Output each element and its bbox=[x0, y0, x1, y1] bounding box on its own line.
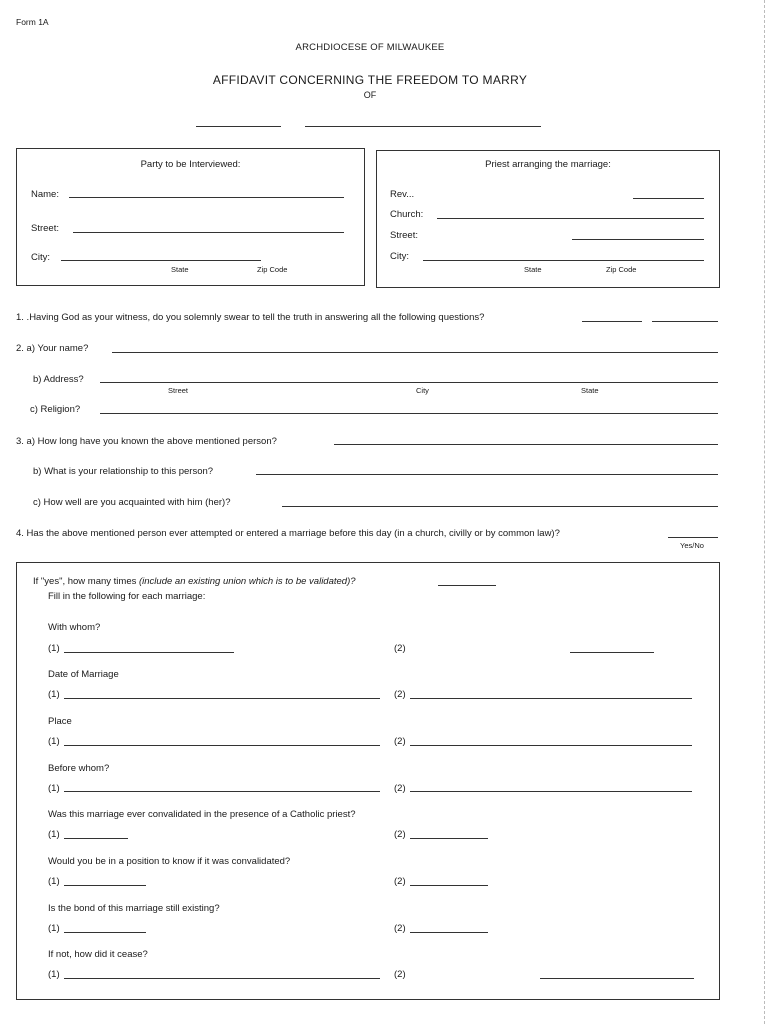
cease-2-field[interactable] bbox=[540, 978, 694, 979]
q2a-answer[interactable] bbox=[112, 352, 718, 353]
q3b-answer[interactable] bbox=[256, 474, 718, 475]
form-id: Form 1A bbox=[16, 17, 49, 27]
convalidated-2-num: (2) bbox=[394, 829, 406, 840]
position-to-know-label: Would you be in a position to know if it was convalidated? bbox=[48, 856, 291, 867]
q2c-answer[interactable] bbox=[100, 413, 718, 414]
date-of-marriage-label: Date of Marriage bbox=[48, 669, 119, 680]
party-zip-label: Zip Code bbox=[257, 265, 288, 274]
priest-zip-label: Zip Code bbox=[606, 265, 637, 274]
cease-1-field[interactable] bbox=[64, 978, 380, 979]
priest-street-field[interactable] bbox=[572, 239, 704, 240]
title-of: OF bbox=[363, 90, 377, 100]
marriage-fill-in-instructions: Fill in the following for each marriage: bbox=[48, 591, 206, 602]
date-2-field[interactable] bbox=[410, 698, 692, 699]
date-2-num: (2) bbox=[394, 689, 406, 700]
with-whom-2-num: (2) bbox=[394, 643, 406, 654]
party-city-field[interactable] bbox=[61, 260, 261, 261]
party-heading: Party to be Interviewed: bbox=[140, 159, 241, 170]
subject-name-line-1[interactable] bbox=[196, 126, 281, 127]
question-2b: b) Address? bbox=[33, 374, 84, 385]
priest-church-label: Church: bbox=[390, 209, 424, 220]
org-name: ARCHDIOCESE OF MILWAUKEE bbox=[295, 42, 445, 53]
position-1-field[interactable] bbox=[64, 885, 146, 886]
question-3a: 3. a) How long have you known the above mentioned person? bbox=[16, 436, 277, 447]
q3c-answer[interactable] bbox=[282, 506, 718, 507]
question-2a: 2. a) Your name? bbox=[16, 343, 89, 354]
with-whom-2-field[interactable] bbox=[570, 652, 654, 653]
question-2c: c) Religion? bbox=[30, 404, 81, 415]
document-title: AFFIDAVIT CONCERNING THE FREEDOM TO MARRY bbox=[212, 73, 528, 87]
q4-yes-no-label: Yes/No bbox=[680, 541, 704, 550]
party-street-label: Street: bbox=[31, 223, 59, 234]
priest-city-field[interactable] bbox=[423, 260, 704, 261]
convalidated-label: Was this marriage ever convalidated in the presence of a Catholic priest? bbox=[48, 809, 356, 820]
party-street-field[interactable] bbox=[73, 232, 344, 233]
date-1-num: (1) bbox=[48, 689, 60, 700]
priest-city-label: City: bbox=[390, 251, 409, 262]
q2b-city-label: City bbox=[416, 386, 429, 395]
before-whom-2-num: (2) bbox=[394, 783, 406, 794]
convalidated-2-field[interactable] bbox=[410, 838, 488, 839]
place-label: Place bbox=[48, 716, 72, 727]
convalidated-1-field[interactable] bbox=[64, 838, 128, 839]
bond-2-num: (2) bbox=[394, 923, 406, 934]
bond-existing-label: Is the bond of this marriage still existing? bbox=[48, 903, 220, 914]
party-city-label: City: bbox=[31, 252, 50, 263]
priest-state-label: State bbox=[524, 265, 542, 274]
before-whom-1-field[interactable] bbox=[64, 791, 380, 792]
marriage-intro bbox=[33, 576, 356, 587]
place-1-field[interactable] bbox=[64, 745, 380, 746]
q2b-state-label: State bbox=[581, 386, 599, 395]
position-1-num: (1) bbox=[48, 876, 60, 887]
party-box bbox=[16, 148, 365, 286]
marriage-intro-italic: (include an existing union which is to be validated)? bbox=[139, 576, 356, 587]
marriage-count-field[interactable] bbox=[438, 585, 496, 586]
date-1-field[interactable] bbox=[64, 698, 380, 699]
question-3b: b) What is your relationship to this person? bbox=[33, 466, 214, 477]
page-edge-mark bbox=[764, 0, 765, 1024]
question-3c: c) How well are you acquainted with him (her)? bbox=[33, 497, 231, 508]
cease-2-num: (2) bbox=[394, 969, 406, 980]
q3a-answer[interactable] bbox=[334, 444, 718, 445]
cease-label: If not, how did it cease? bbox=[48, 949, 148, 960]
party-state-label: State bbox=[171, 265, 189, 274]
question-1: 1. .Having God as your witness, do you solemnly swear to tell the truth in answering all the following questions? bbox=[16, 312, 485, 323]
position-2-num: (2) bbox=[394, 876, 406, 887]
before-whom-2-field[interactable] bbox=[410, 791, 692, 792]
q1-answer-a[interactable] bbox=[582, 321, 642, 322]
priest-heading: Priest arranging the marriage: bbox=[485, 159, 611, 170]
place-2-num: (2) bbox=[394, 736, 406, 747]
with-whom-1-num: (1) bbox=[48, 643, 60, 654]
priest-rev-field[interactable] bbox=[633, 198, 704, 199]
priest-street-label: Street: bbox=[390, 230, 418, 241]
q1-answer-b[interactable] bbox=[652, 321, 718, 322]
cease-1-num: (1) bbox=[48, 969, 60, 980]
priest-box bbox=[376, 150, 720, 288]
bond-2-field[interactable] bbox=[410, 932, 488, 933]
convalidated-1-num: (1) bbox=[48, 829, 60, 840]
before-whom-1-num: (1) bbox=[48, 783, 60, 794]
before-whom-label: Before whom? bbox=[48, 763, 110, 774]
bond-1-field[interactable] bbox=[64, 932, 146, 933]
party-name-label: Name: bbox=[31, 189, 59, 200]
with-whom-label: With whom? bbox=[48, 622, 101, 633]
q2b-street-label: Street bbox=[168, 386, 189, 395]
bond-1-num: (1) bbox=[48, 923, 60, 934]
marriage-box bbox=[16, 562, 720, 1000]
priest-rev-label: Rev... bbox=[390, 189, 415, 200]
priest-church-field[interactable] bbox=[437, 218, 704, 219]
q2b-answer[interactable] bbox=[100, 382, 718, 383]
party-name-field[interactable] bbox=[69, 197, 344, 198]
marriage-intro-prefix: If "yes", how many times bbox=[33, 576, 137, 587]
position-2-field[interactable] bbox=[410, 885, 488, 886]
subject-name-line-2[interactable] bbox=[305, 126, 541, 127]
question-4: 4. Has the above mentioned person ever attempted or entered a marriage before this day (in a church, civilly or by common law)? bbox=[16, 528, 560, 539]
q4-answer[interactable] bbox=[668, 537, 718, 538]
with-whom-1-field[interactable] bbox=[64, 652, 234, 653]
place-1-num: (1) bbox=[48, 736, 60, 747]
place-2-field[interactable] bbox=[410, 745, 692, 746]
